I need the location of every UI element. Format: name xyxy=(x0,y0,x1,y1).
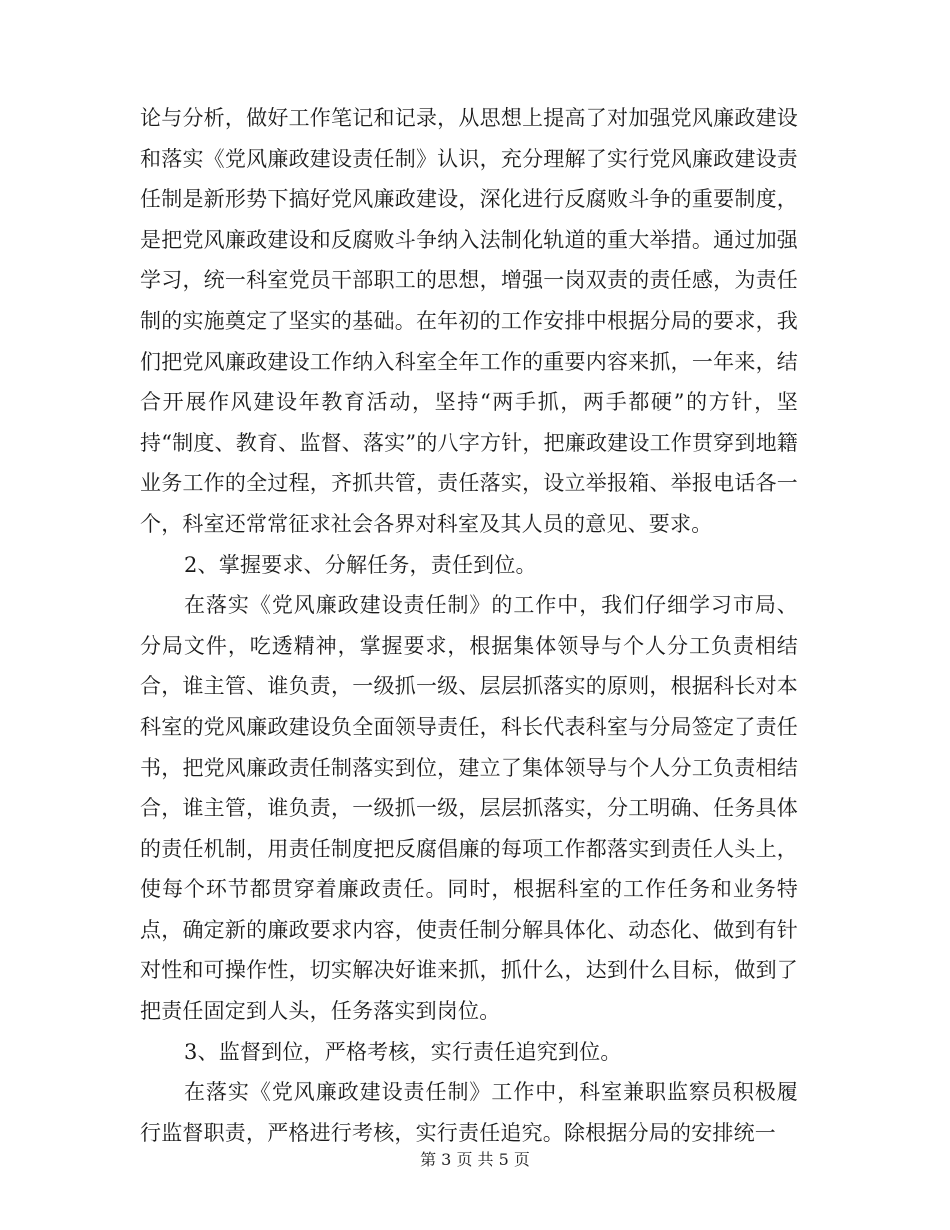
section-heading-2: 2、掌握要求、分解任务，责任到位。 xyxy=(184,552,537,577)
paragraph-section-3: 在落实《党风廉政建设责任制》工作中，科室兼职监察员积极履行监督职责，严格进行考核，实行责任追究。除根据分局的安排统一 xyxy=(140,1080,798,1145)
document-body xyxy=(140,98,798,1153)
paragraph-section-2: 在落实《党风廉政建设责任制》的工作中，我们仔细学习市局、分局文件，吃透精神，掌握要求，根据集体领导与个人分工负责相结合，谁主管、谁负责，一级抓一级、层层抓落实的原则，根据科长对本科室的党风廉政建设负全面领导责任，科长代表科室与分局签定了责任书，把党风廉政责任制落实到位，建立了集体领导与个人分工负责相结合，谁主管，谁负责，一级抓一级，层层抓落实，分工明确、任务具体的责任机制，用责任制度把反腐倡廉的每项工作都落实到责任人头上，使每个环节都贯穿着廉政责任。同时，根据科室的工作任务和业务特点，确定新的廉政要求内容，使责任制分解具体化、动态化、做到有针对性和可操作性，切实解决好谁来抓，抓什么，达到什么目标，做到了把责任固定到人头，任务落实到岗位。 xyxy=(140,593,798,1024)
page-number-footer: 第 3 页 共 5 页 xyxy=(420,1150,530,1169)
paragraph-continuation: 论与分析，做好工作笔记和记录，从思想上提高了对加强党风廉政建设和落实《党风廉政建设责任制》认识，充分理解了实行党风廉政建设责任制是新形势下搞好党风廉政建设，深化进行反腐败斗争的重要制度，是把党风廉政建设和反腐败斗争纳入法制化轨道的重大举措。通过加强学习，统一科室党员干部职工的思想，增强一岗双责的责任感，为责任制的实施奠定了坚实的基础。在年初的工作安排中根据分局的要求，我们把党风廉政建设工作纳入科室全年工作的重要内容来抓，一年来，结合开展作风建设年教育活动，坚持“两手抓，两手都硬”的方针，坚持“制度、教育、监督、落实”的八字方针，把廉政建设工作贯穿到地籍业务工作的全过程，齐抓共管，责任落实，设立举报箱、举报电话各一个，科室还常常征求社会各界对科室及其人员的意见、要求。 xyxy=(140,106,798,536)
section-heading-3: 3、监督到位，严格考核，实行责任追究到位。 xyxy=(184,1039,622,1064)
